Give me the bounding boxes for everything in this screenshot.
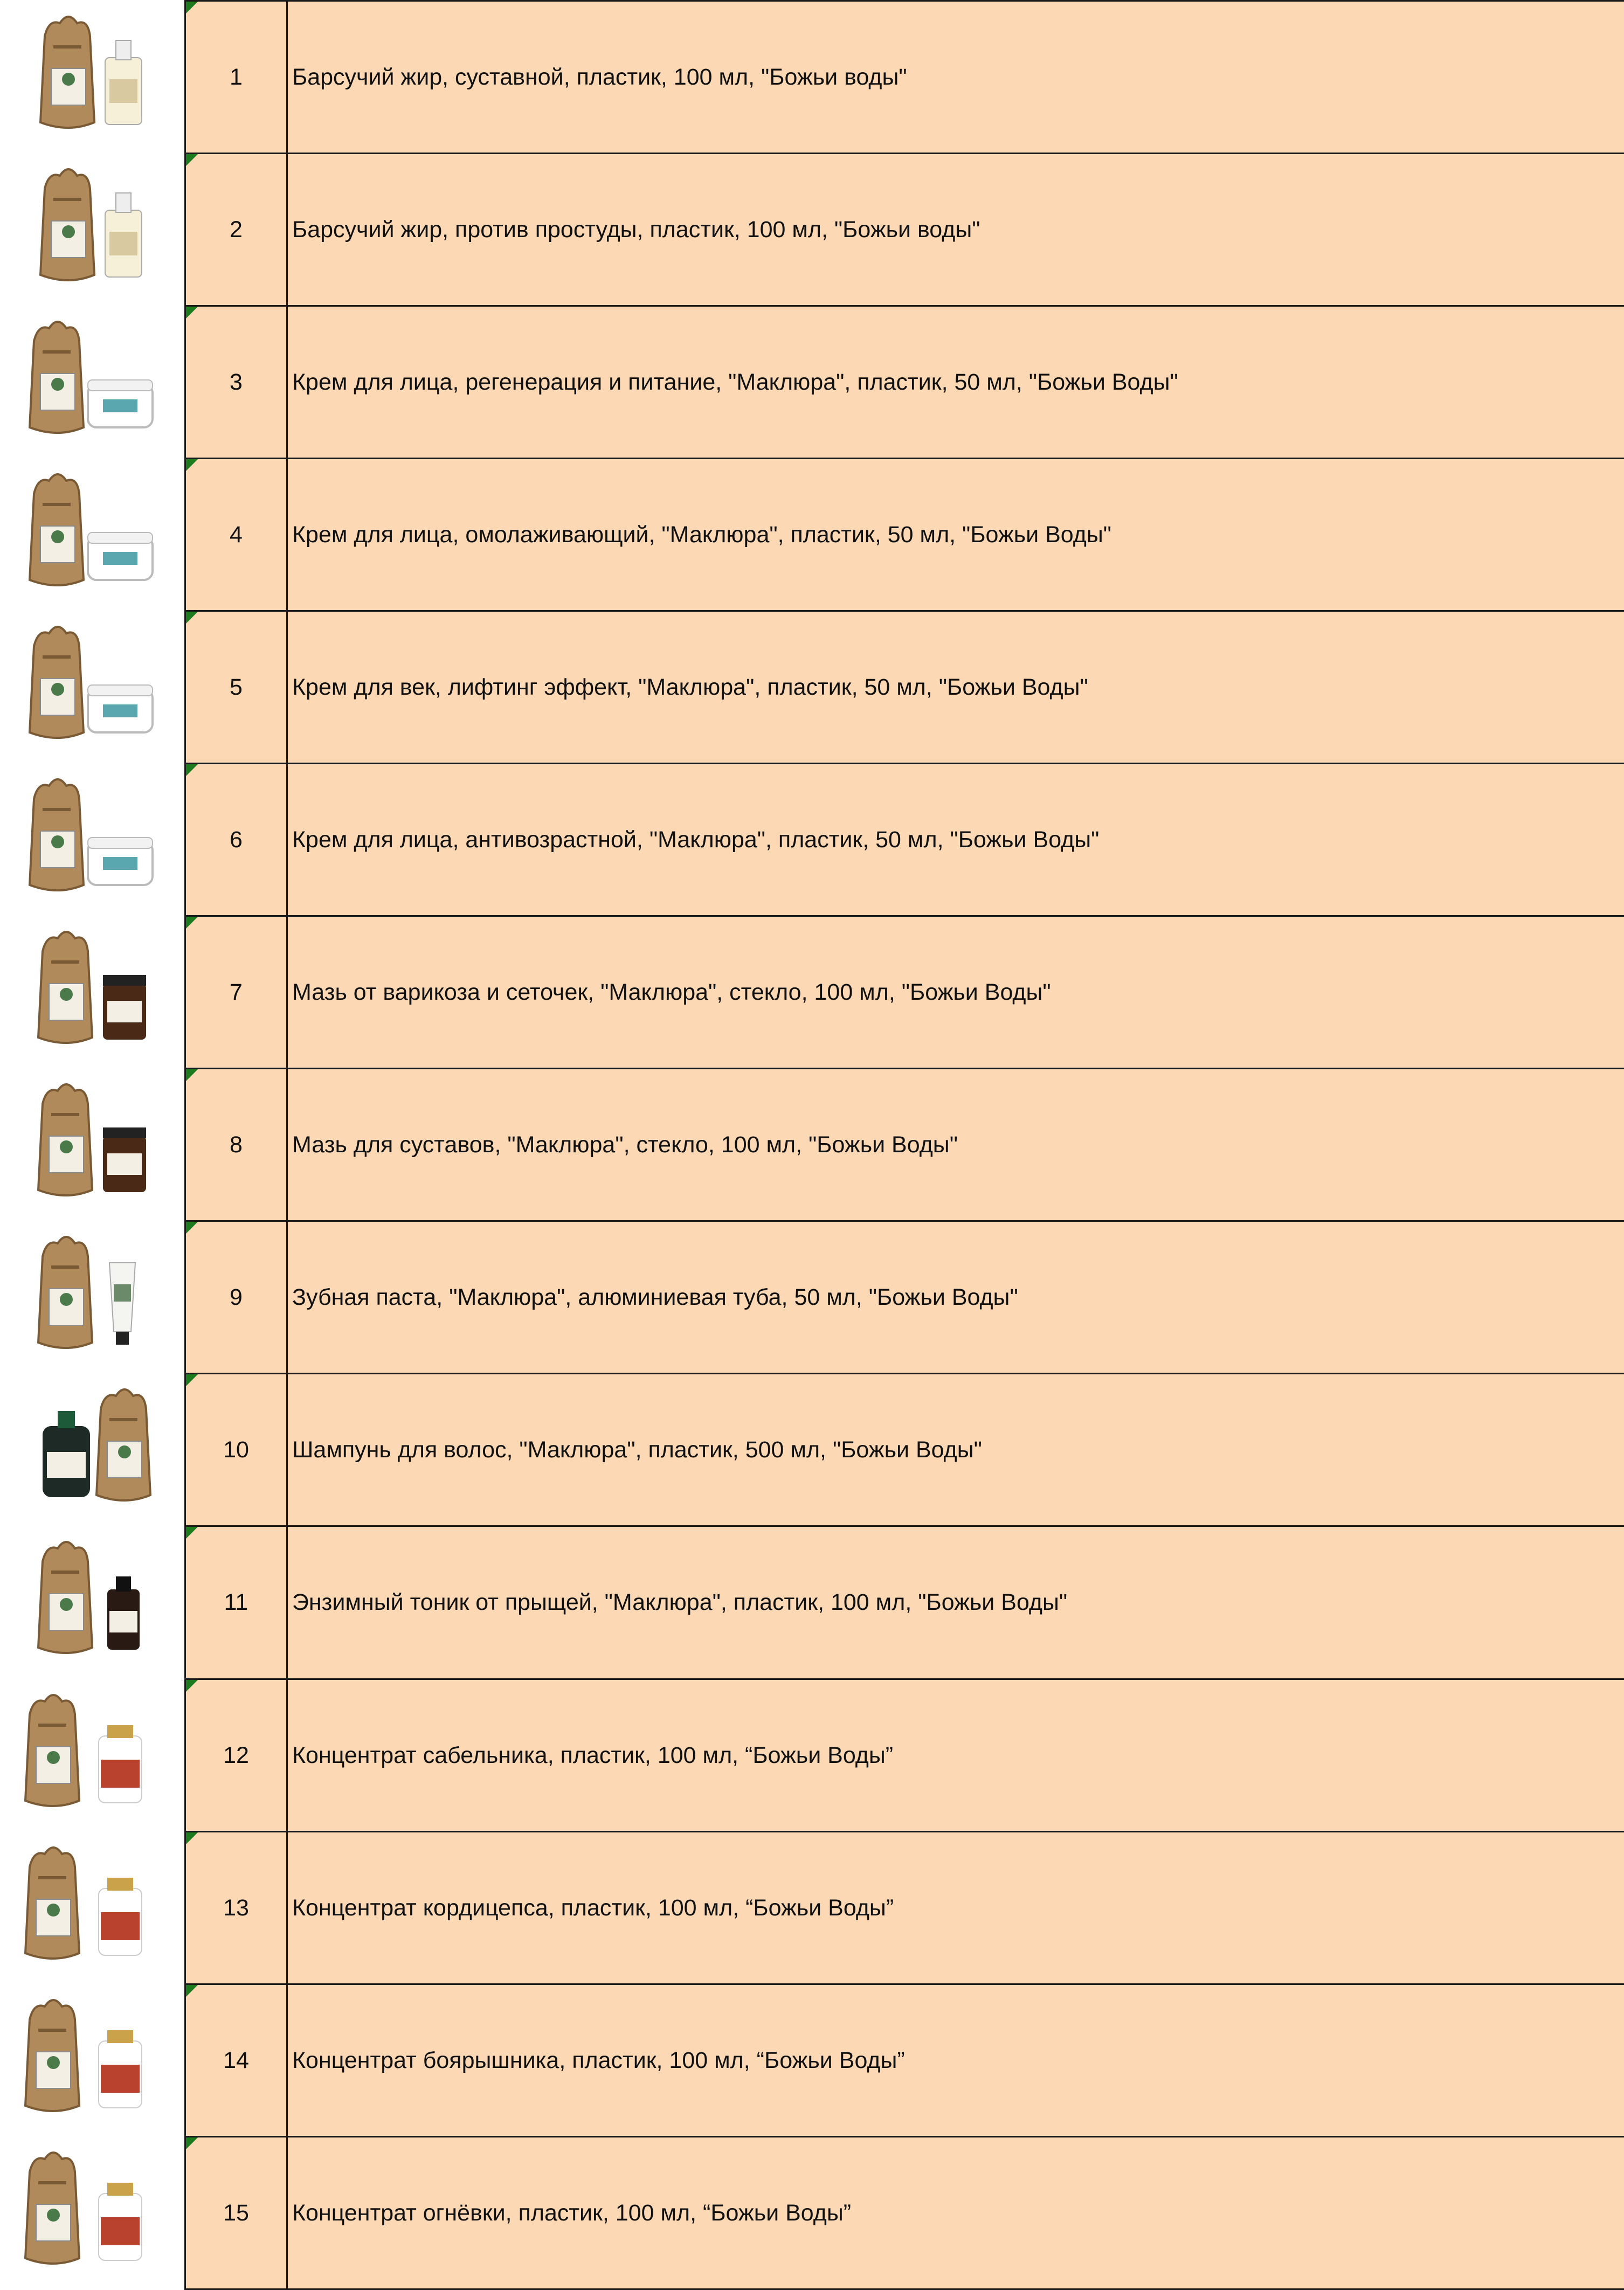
table-row: [0, 1983, 1624, 2136]
row-number-cell[interactable]: 1: [184, 0, 286, 153]
table-row: [0, 763, 1624, 915]
pouch-and-cream-jar-icon: [17, 461, 168, 607]
row-number-cell[interactable]: 4: [184, 458, 286, 610]
table-row: [0, 1831, 1624, 1983]
pouch-and-concentrate-bottle-icon: [17, 1987, 168, 2133]
row-number-cell[interactable]: 3: [184, 305, 286, 458]
pouch-and-cream-jar-icon: [17, 309, 168, 454]
product-name-cell[interactable]: Крем для лица, омолаживающий, "Маклюра", пластик, 50 мл, "Божьи Воды": [286, 458, 1624, 610]
product-image-cell: [0, 153, 184, 305]
row-number-cell[interactable]: 12: [184, 1678, 286, 1831]
product-image-cell: [0, 458, 184, 610]
pouch-and-dark-bottle-icon: [17, 1529, 168, 1675]
product-name-cell[interactable]: Крем для лица, антивозрастной, "Маклюра", пластик, 50 мл, "Божьи Воды": [286, 763, 1624, 915]
table-row: [0, 458, 1624, 610]
row-number-cell[interactable]: 14: [184, 1983, 286, 2136]
row-number-cell[interactable]: 9: [184, 1220, 286, 1373]
product-name-cell[interactable]: Концентрат сабельника, пластик, 100 мл, “Божьи Воды”: [286, 1678, 1624, 1831]
product-image-cell: [0, 1068, 184, 1220]
table-row: [0, 0, 1624, 153]
table-row: [0, 610, 1624, 763]
pouch-and-tube-icon: [17, 1224, 168, 1369]
product-name-cell[interactable]: Мазь для суставов, "Маклюра", стекло, 100 мл, "Божьи Воды": [286, 1068, 1624, 1220]
pouch-and-cream-jar-icon: [17, 766, 168, 912]
product-image-cell: [0, 1525, 184, 1678]
pouch-and-concentrate-bottle-icon: [17, 2140, 168, 2285]
table-row: [0, 305, 1624, 458]
pouch-and-brown-jar-icon: [17, 1071, 168, 1217]
table-row: [0, 1373, 1624, 1525]
row-number-cell[interactable]: 11: [184, 1525, 286, 1678]
product-image-cell: [0, 0, 184, 153]
row-number-cell[interactable]: 8: [184, 1068, 286, 1220]
product-image-cell: [0, 1220, 184, 1373]
pouch-and-concentrate-bottle-icon: [17, 1682, 168, 1828]
product-image-cell: [0, 610, 184, 763]
product-name-cell[interactable]: Барсучий жир, против простуды, пластик, 100 мл, "Божьи воды": [286, 153, 1624, 305]
table-row: [0, 1525, 1624, 1678]
pouch-and-brown-jar-icon: [17, 919, 168, 1064]
pouch-and-concentrate-bottle-icon: [17, 1835, 168, 1980]
product-image-cell: [0, 1983, 184, 2136]
product-name-cell[interactable]: Концентрат огнёвки, пластик, 100 мл, “Божьи Воды”: [286, 2136, 1624, 2288]
product-image-cell: [0, 2136, 184, 2288]
table-row: [0, 1678, 1624, 1831]
row-number-cell[interactable]: 5: [184, 610, 286, 763]
product-name-cell[interactable]: Барсучий жир, суставной, пластик, 100 мл, "Божьи воды": [286, 0, 1624, 153]
product-name-cell[interactable]: Мазь от варикоза и сеточек, "Маклюра", стекло, 100 мл, "Божьи Воды": [286, 915, 1624, 1068]
product-image-cell: [0, 763, 184, 915]
product-image-cell: [0, 1678, 184, 1831]
table-row: [0, 2136, 1624, 2288]
table-row: [0, 1220, 1624, 1373]
row-number-cell[interactable]: 15: [184, 2136, 286, 2288]
product-name-cell[interactable]: Крем для лица, регенерация и питание, "Маклюра", пластик, 50 мл, "Божьи Воды": [286, 305, 1624, 458]
table-row: [0, 1068, 1624, 1220]
product-name-cell[interactable]: Энзимный тоник от прыщей, "Маклюра", пластик, 100 мл, "Божьи Воды": [286, 1525, 1624, 1678]
row-number-cell[interactable]: 7: [184, 915, 286, 1068]
product-image-cell: [0, 1373, 184, 1525]
product-name-cell[interactable]: Шампунь для волос, "Маклюра", пластик, 500 мл, "Божьи Воды": [286, 1373, 1624, 1525]
pouch-and-dropper-bottle-icon: [17, 4, 168, 149]
table-row: [0, 153, 1624, 305]
product-name-cell[interactable]: Крем для век, лифтинг эффект, "Маклюра", пластик, 50 мл, "Божьи Воды": [286, 610, 1624, 763]
product-name-cell[interactable]: Концентрат кордицепса, пластик, 100 мл, “Божьи Воды”: [286, 1831, 1624, 1983]
product-image-cell: [0, 915, 184, 1068]
row-number-cell[interactable]: 13: [184, 1831, 286, 1983]
row-number-cell[interactable]: 6: [184, 763, 286, 915]
row-number-cell[interactable]: 2: [184, 153, 286, 305]
pouch-and-dropper-bottle-icon: [17, 156, 168, 302]
product-name-cell[interactable]: Концентрат боярышника, пластик, 100 мл, “Божьи Воды”: [286, 1983, 1624, 2136]
table-row: [0, 915, 1624, 1068]
dark-bottle-and-pouch-icon: [17, 1376, 168, 1522]
row-number-cell[interactable]: 10: [184, 1373, 286, 1525]
pouch-and-cream-jar-icon: [17, 614, 168, 759]
product-image-cell: [0, 305, 184, 458]
product-name-cell[interactable]: Зубная паста, "Маклюра", алюминиевая туба, 50 мл, "Божьи Воды": [286, 1220, 1624, 1373]
product-image-cell: [0, 1831, 184, 1983]
